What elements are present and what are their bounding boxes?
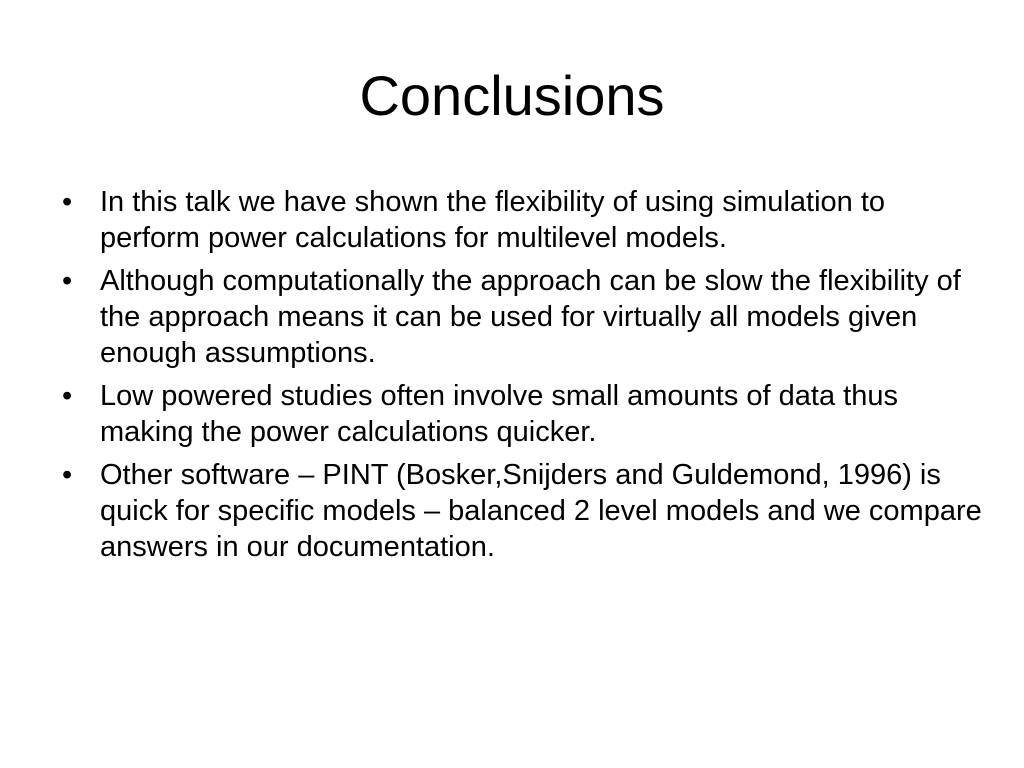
bullet-item: [62, 263, 982, 371]
bullet-item: [62, 378, 982, 450]
bullet-dot-icon: •: [62, 459, 73, 491]
bullet-text: Low powered studies often involve small amounts of data thus making the power calculations quicker.: [100, 380, 898, 448]
bullet-list: [62, 184, 982, 572]
bullet-item: [62, 184, 982, 256]
bullet-text: Although computationally the approach can be slow the flexibility of the approach means it can be used for virtually all models given enough assumptions.: [100, 265, 961, 369]
bullet-text: Other software – PINT (Bosker,Snijders and Guldemond, 1996) is quick for specific models – balanced 2 level models and we compare answers in our documentation.: [100, 459, 982, 563]
bullet-dot-icon: •: [62, 380, 73, 412]
bullet-dot-icon: •: [62, 186, 73, 218]
bullet-item: [62, 457, 982, 565]
bullet-text: In this talk we have shown the flexibility of using simulation to perform power calculations for multilevel models.: [100, 186, 886, 254]
slide-title: Conclusions: [359, 64, 665, 127]
bullet-dot-icon: •: [62, 265, 73, 297]
